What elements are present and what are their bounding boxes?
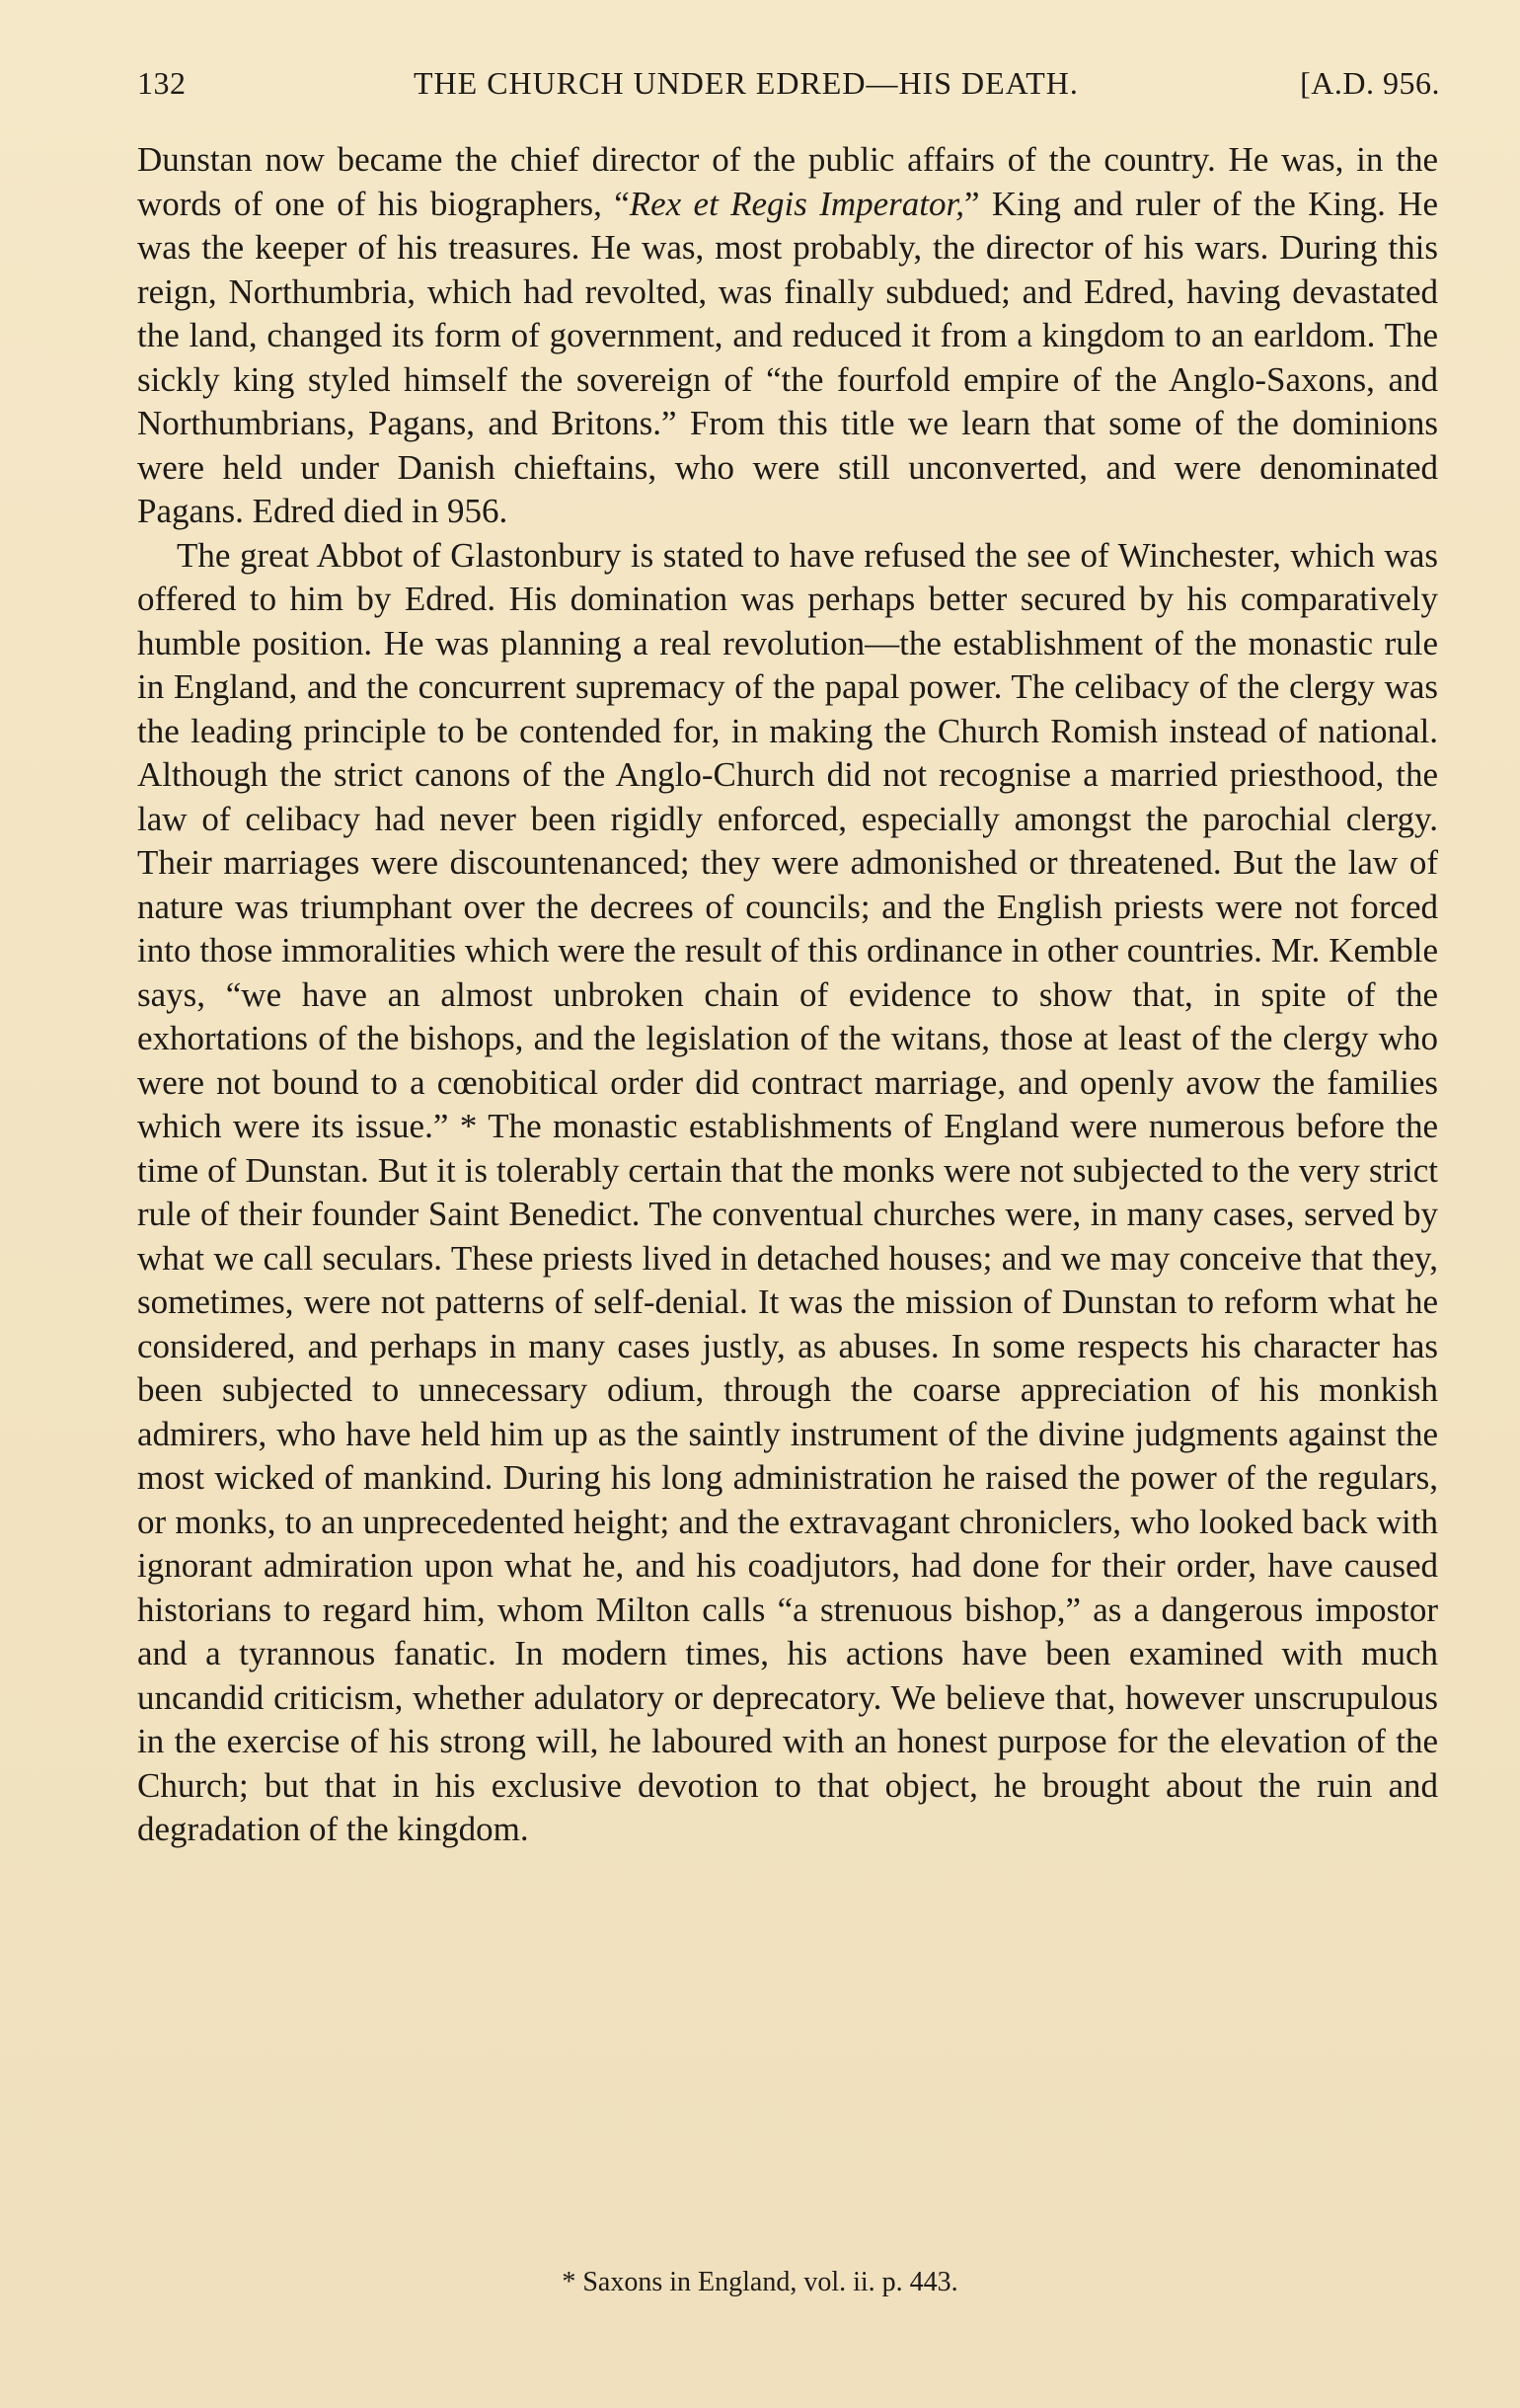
running-title: THE CHURCH UNDER EDRED—HIS DEATH.	[414, 65, 1079, 101]
paragraph-2: The great Abbot of Glastonbury is stated to have refused the see of Winchester, which was offered to him by Edred. His domination was perhaps better secured by his comparatively humble position. He was planning a real revolution—the establishment of the monastic rule in England, and the concurrent supremacy of the papal power. The celibacy of the clergy was the leading principle to be contended for, in making the Church Romish instead of national. Although the strict canons of the Anglo-Church did not recognise a married priesthood, the law of celibacy had never been rigidly enforced, especially amongst the parochial clergy. Their marriages were discountenanced; they were admonished or threatened. But the law of nature was triumphant over the decrees of councils; and the English priests were not forced into those immoralities which were the result of this ordinance in other countries. Mr. Kemble says, “we have an almost unbroken chain of evidence to show that, in spite of the exhortations of the bishops, and the legislation of the witans, those at least of the clergy who were not bound to a cœnobitical order did contract marriage, and openly avow the families which were its issue.” * The monastic establishments of England were numerous before the time of Dunstan. But it is tolerably certain that the monks were not subjected to the very strict rule of their founder Saint Benedict. The conventual churches were, in many cases, served by what we call seculars. These priests lived in detached houses; and we may conceive that they, sometimes, were not patterns of self-denial. It was the mission of Dunstan to reform what he considered, and perhaps in many cases justly, as abuses. In some respects his character has been subjected to unnecessary odium, through the coarse appreciation of his monkish admirers, who have held him up as the saintly instrument of the divine judgments against the most wicked of mankind. During his long administration he raised the power of the regulars, or monks, to an unprecedented height; and the extravagant chroniclers, who looked back with ignorant admiration upon what he, and his coadjutors, had done for their order, have caused historians to regard him, whom Milton calls “a strenuous bishop,” as a dangerous impostor and a tyrannous fanatic. In modern times, his actions have been examined with much uncandid criticism, whether adulatory or deprecatory. We believe that, however unscrupulous in the exercise of his strong will, he laboured with an honest purpose for the elevation of the Church; but that in his exclusive devotion to that object, he brought about the ruin and degradation of the kingdom.	[137, 535, 1438, 1848]
paragraph-1-before: Dunstan now became the chief director of the public affairs of the country. He was, in the words of one of his biographers, “	[137, 140, 1438, 223]
latin-quote: Rex et Regis Imperator,	[629, 184, 965, 223]
header-date: [A.D. 956.	[1300, 65, 1440, 101]
running-header	[137, 65, 1440, 113]
page-number: 132	[137, 65, 187, 101]
paragraph-1-after: ” King and ruler of the King. He was the keeper of his treasures. He was, most probably, the director of his wars. During this reign, Northumbria, which had revolted, was finally subdued; and Edred, having devastated the land, changed its form of government, and reduced it from a kingdom to an earldom. The sickly king styled himself the sovereign of “the fourfold empire of the Anglo-Saxons, and Northumbrians, Pagans, and Britons.” From this title we learn that some of the dominions were held under Danish chieftains, who were still unconverted, and were denominated Pagans. Edred died in 956.	[137, 184, 1438, 530]
body-text	[137, 138, 1438, 1852]
footnote: * Saxons in England, vol. ii. p. 443.	[562, 2267, 958, 2297]
paragraph-1	[137, 138, 1438, 534]
